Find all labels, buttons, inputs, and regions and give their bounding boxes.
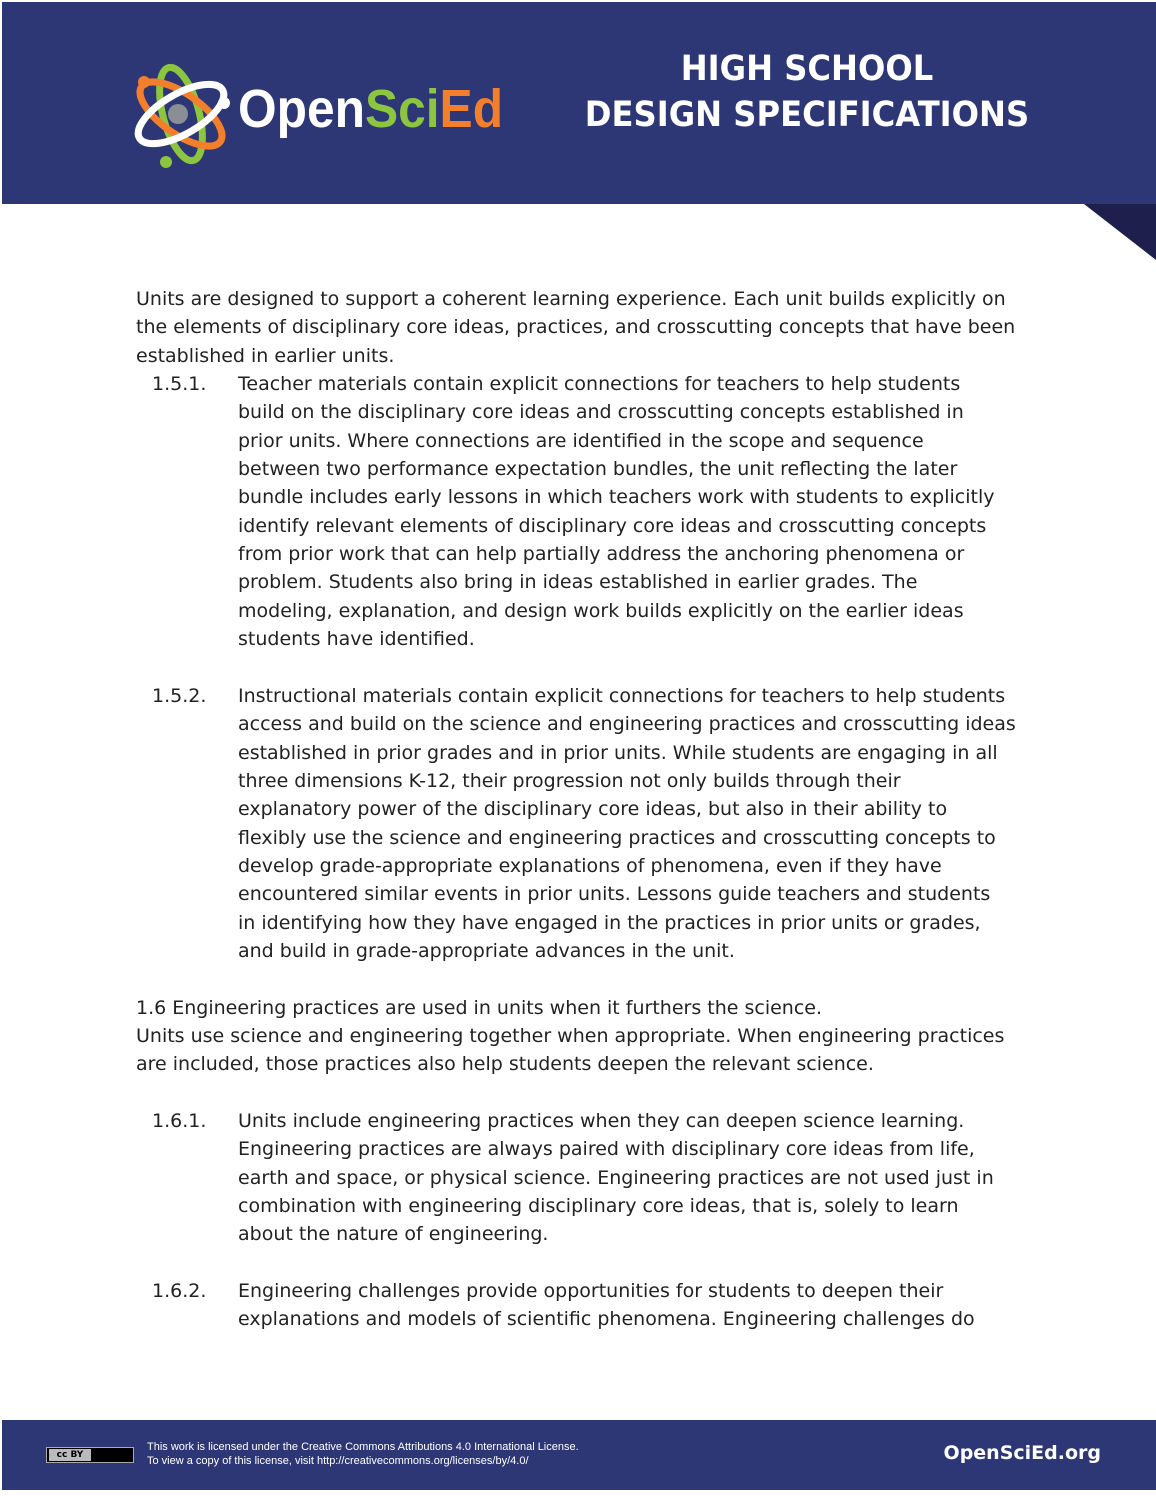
intro-paragraph: Units are designed to support a coherent learning experience. Each unit builds explicitly on the elements of disciplinary core ideas, practices, and crosscutting concepts that have been established in earlier units. xyxy=(136,288,1016,367)
text-line: prior units. Where connections are identified in the scope and sequence xyxy=(238,429,924,452)
item-number: 1.6.2. xyxy=(152,1280,207,1303)
cc-by-license-badge-icon: cc BY xyxy=(46,1447,134,1463)
header-banner xyxy=(2,2,1156,204)
numbered-item xyxy=(136,1277,1036,1334)
body-content xyxy=(136,285,1036,1334)
item-text xyxy=(238,1107,994,1249)
text-line: earth and space, or physical science. Engineering practices are not used just in xyxy=(238,1166,994,1189)
text-line: combination with engineering disciplinary core ideas, that is, solely to learn xyxy=(238,1195,959,1217)
text-line: access and build on the science and engineering practices and crosscutting ideas xyxy=(238,713,1016,736)
brand-wordmark: OpenSciEd xyxy=(238,79,504,139)
text-line: established in prior grades and in prior units. While students are engaging in all xyxy=(238,741,998,764)
text-line: bundle includes early lessons in which teachers work with students to explicitly xyxy=(238,486,995,509)
text-line: in identifying how they have engaged in the practices in prior units or grades, xyxy=(238,911,981,934)
text-line: Engineering challenges provide opportunities for students to deepen their xyxy=(238,1280,944,1303)
item-text xyxy=(238,370,995,653)
text-line: from prior work that can help partially address the anchoring phenomena or xyxy=(238,543,965,566)
corner-decoration xyxy=(1084,204,1156,260)
document-title: HIGH SCHOOL DESIGN SPECIFICATIONS xyxy=(584,49,1030,135)
site-link[interactable]: OpenSciEd.org xyxy=(943,1442,1101,1464)
text-line: three dimensions K-12, their progression not only builds through their xyxy=(238,769,901,792)
text-line: Units include engineering practices when they can deepen science learning. xyxy=(238,1109,965,1132)
item-number: 1.6.1. xyxy=(152,1109,207,1132)
item-number: 1.5.2. xyxy=(152,684,207,707)
text-line: and build in grade-appropriate advances in the unit. xyxy=(238,939,735,962)
section-1-6: 1.6 Engineering practices are used in units when it furthers the science. Units use science and engineering together when appropriate. When engineering practices are included, those practices also help students deepen the relevant science. xyxy=(136,994,1036,1079)
text-line: Teacher materials contain explicit connections for teachers to help students xyxy=(238,373,961,396)
text-line: flexibly use the science and engineering practices and crosscutting concepts to xyxy=(238,826,996,849)
text-line: develop grade-appropriate explanations of phenomena, even if they have xyxy=(238,854,942,877)
text-line: Engineering practices are always paired with disciplinary core ideas from life, xyxy=(238,1138,975,1161)
text-line: encountered similar events in prior units. Lessons guide teachers and students xyxy=(238,883,991,906)
text-line: build on the disciplinary core ideas and crosscutting concepts established in xyxy=(238,401,964,424)
text-line: modeling, explanation, and design work builds explicitly on the earlier ideas xyxy=(238,599,964,622)
text-line: identify relevant elements of disciplinary core ideas and crosscutting concepts xyxy=(238,514,987,537)
text-line: students have identified. xyxy=(238,628,475,651)
license-text: This work is licensed under the Creative Commons Attributions 4.0 International License. To view a copy of this license, visit http://creativecommons.org/licenses/by/4.0/ xyxy=(147,1441,579,1467)
numbered-item xyxy=(136,682,1036,965)
atom-logo-icon xyxy=(126,58,236,170)
text-line: about the nature of engineering. xyxy=(238,1223,549,1246)
item-text xyxy=(238,682,1016,965)
item-text xyxy=(238,1277,975,1334)
text-line: explanations and models of scientific phenomena. Engineering challenges do xyxy=(238,1308,975,1331)
item-number: 1.5.1. xyxy=(152,373,207,396)
section-heading: 1.6 Engineering practices are used in units when it furthers the science. xyxy=(136,996,823,1019)
numbered-item xyxy=(136,1107,1036,1249)
text-line: problem. Students also bring in ideas established in earlier grades. The xyxy=(238,571,918,594)
footer-banner xyxy=(2,1420,1156,1490)
text-line: explanatory power of the disciplinary core ideas, but also in their ability to xyxy=(238,798,948,821)
text-line: between two performance expectation bundles, the unit reflecting the later xyxy=(238,458,958,481)
text-line: Instructional materials contain explicit connections for teachers to help students xyxy=(238,684,1006,707)
numbered-item xyxy=(136,370,1036,653)
